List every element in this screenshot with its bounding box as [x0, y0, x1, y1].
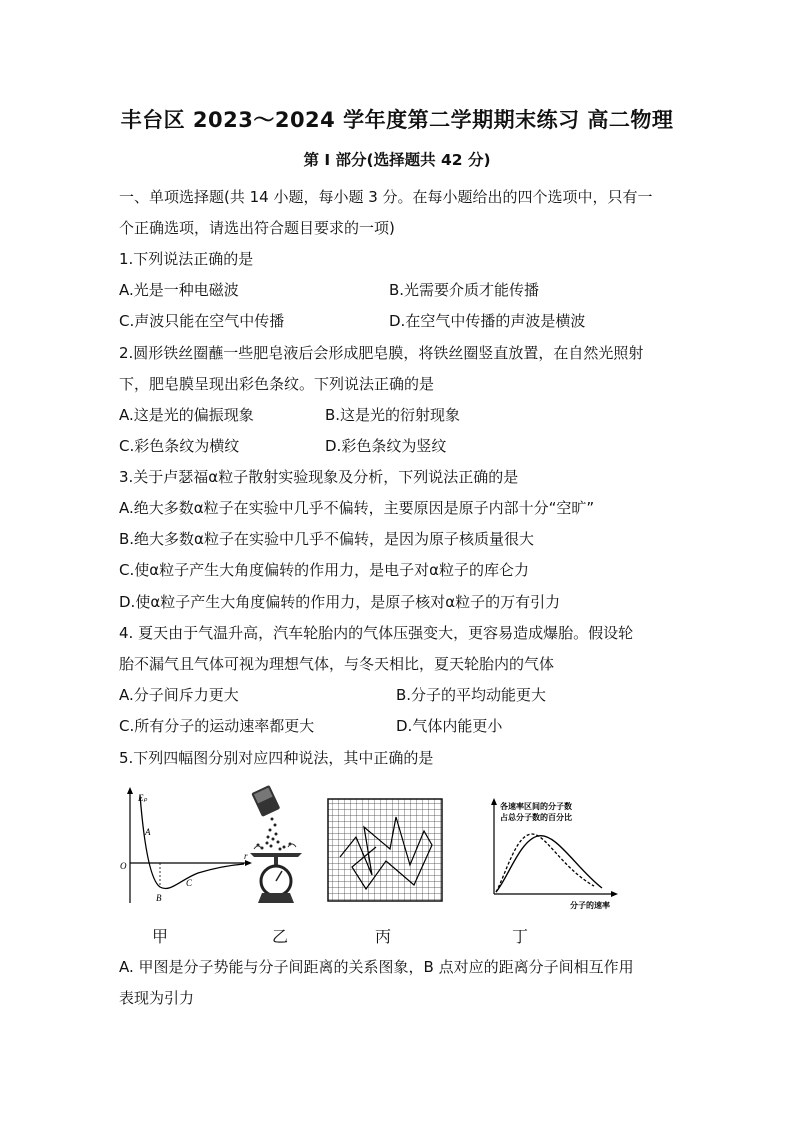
- q4-option-b: B.分子的平均动能更大: [396, 686, 547, 704]
- q1-option-b: B.光需要介质才能传播: [389, 281, 540, 299]
- q4-stem-line-2: 胎不漏气且气体可视为理想气体，与冬天相比，夏天轮胎内的气体: [119, 655, 555, 673]
- fig1-xlabel: r: [244, 851, 248, 861]
- fig-label-jia: 甲: [152, 927, 169, 946]
- q2-stem-line-1: 2.圆形铁丝圈蘸一些肥皂液后会形成肥皂膜，将铁丝圈竖直放置，在自然光照射: [119, 344, 644, 362]
- fig-label-ding: 丁: [512, 927, 529, 946]
- q2-option-d: D.彩色条纹为竖纹: [325, 437, 447, 455]
- q2-option-b: B.这是光的衍射现象: [325, 406, 461, 424]
- figure-potential-energy: [120, 785, 255, 910]
- figure-bead-scale: [240, 785, 315, 910]
- fig4-xlabel: 分子的速率: [570, 901, 610, 910]
- q4-stem-line-1: 4. 夏天由于气温升高，汽车轮胎内的气体压强变大，更容易造成爆胎。假设轮: [119, 624, 634, 642]
- q1-option-d: D.在空气中传播的声波是横波: [389, 312, 586, 330]
- instructions-line-2: 个正确选项，请选出符合题目要求的一项): [119, 219, 395, 237]
- q5-option-a-line-2: 表现为引力: [119, 989, 195, 1007]
- figure-brownian-motion: [326, 797, 446, 905]
- fig1-origin: O: [120, 861, 127, 871]
- q1-option-c: C.声波只能在空气中传播: [119, 312, 285, 330]
- q5-option-a-line-1: A. 甲图是分子势能与分子间距离的关系图象，B 点对应的距离分子间相互作用: [119, 958, 634, 976]
- fig1-point-a: A: [145, 827, 151, 837]
- fig1-point-b: B: [156, 893, 162, 903]
- q3-stem: 3.关于卢瑟福α粒子散射实验现象及分析，下列说法正确的是: [119, 468, 519, 486]
- fig1-point-c: C: [186, 878, 193, 888]
- page-title: 丰台区 2023～2024 学年度第二学期期末练习 高二物理: [120, 108, 674, 132]
- q3-option-b: B.绝大多数α粒子在实验中几乎不偏转，是因为原子核质量很大: [119, 530, 534, 548]
- instructions-line-1: 一、单项选择题(共 14 小题，每小题 3 分。在每小题给出的四个选项中，只有一: [119, 188, 653, 206]
- q2-option-a: A.这是光的偏振现象: [119, 406, 254, 424]
- fig4-ylabel-2: 占总分子数的百分比: [500, 813, 572, 822]
- q4-option-a: A.分子间斥力更大: [119, 686, 239, 704]
- section-heading: 第 I 部分(选择题共 42 分): [303, 151, 491, 169]
- q4-option-d: D.气体内能更小: [396, 717, 503, 735]
- fig-label-bing: 丙: [375, 927, 392, 946]
- q4-option-c: C.所有分子的运动速率都更大: [119, 717, 315, 735]
- q2-option-c: C.彩色条纹为横纹: [119, 437, 240, 455]
- q2-stem-line-2: 下，肥皂膜呈现出彩色条纹。下列说法正确的是: [119, 375, 435, 393]
- figure-speed-distribution: [486, 798, 621, 916]
- q1-stem: 1.下列说法正确的是: [119, 250, 254, 268]
- q3-option-d: D.使α粒子产生大角度偏转的作用力，是原子核对α粒子的万有引力: [119, 593, 561, 611]
- q5-stem: 5.下列四幅图分别对应四种说法，其中正确的是: [119, 749, 434, 767]
- q3-option-c: C.使α粒子产生大角度偏转的作用力，是电子对α粒子的库仑力: [119, 561, 530, 579]
- fig4-ylabel-1: 各速率区间的分子数: [500, 802, 572, 811]
- fig1-ylabel: Eₚ: [138, 793, 148, 803]
- q3-option-a: A.绝大多数α粒子在实验中几乎不偏转，主要原因是原子内部十分“空旷”: [119, 499, 595, 517]
- fig-label-yi: 乙: [272, 927, 289, 946]
- q1-option-a: A.光是一种电磁波: [119, 281, 239, 299]
